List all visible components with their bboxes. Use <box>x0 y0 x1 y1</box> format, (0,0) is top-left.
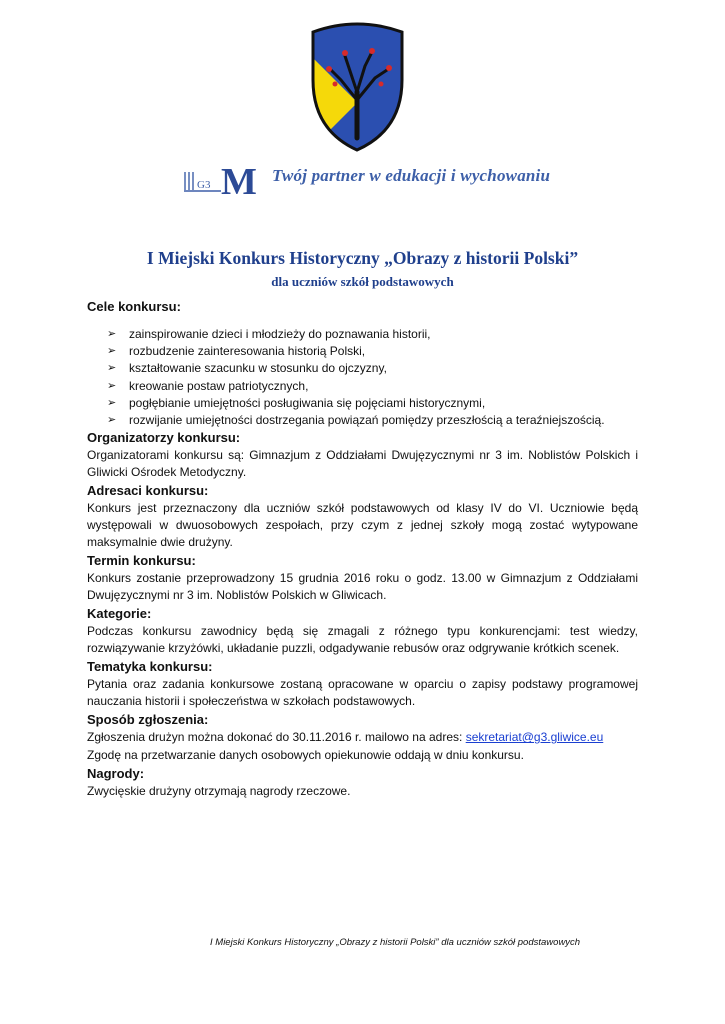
arrow-bullet-icon: ➢ <box>107 414 117 427</box>
arrow-bullet-icon: ➢ <box>107 328 117 340</box>
organizers-text: Organizatorami konkursu są: Gimnazjum z Oddziałami Dwujęzycznymi nr 3 im. Noblistów Polskich i Gliwicki Ośrodek Metodyczny. <box>87 448 638 480</box>
list-item: ➢ rozbudzenie zainteresowania historią Polski, <box>107 343 638 360</box>
gom-logo <box>183 158 263 198</box>
categories-text: Podczas konkursu zawodnicy będą się zmagali z różnego typu konkurencjami: test wiedzy, rozwiązywanie krzyżówki, układanie puzzli, odgadywanie rebusów oraz odgrywanie krótkich scenek. <box>87 624 638 656</box>
svg-text:M: M <box>221 161 257 198</box>
organizers-heading: Organizatorzy konkursu: <box>87 430 241 446</box>
topics-text: Pytania oraz zadania konkursowe zostaną opracowane w oparciu o zapisy podstawy programowej nauczania historii i społeczeństwa w szkołach podstawowych. <box>87 677 638 709</box>
registration-heading: Sposób zgłoszenia: <box>87 712 209 728</box>
arrow-bullet-icon: ➢ <box>107 362 117 375</box>
page-footer: I Miejski Konkurs Historyczny „Obrazy z historii Polski” dla uczniów szkół podstawowych <box>210 937 581 948</box>
audience-text: Konkurs jest przeznaczony dla uczniów szkół podstawowych od klasy IV do VI. Uczniowie będą występowali w dwuosobowych zespołach, przy czym z jednej szkoły mogą zostać wytypowane maksymalnie dwie drużyny. <box>87 501 638 550</box>
document-title: I Miejski Konkurs Historyczny „Obrazy z historii Polski” <box>146 248 579 268</box>
list-item: ➢ pogłębianie umiejętności posługiwania się pojęciami historycznymi, <box>107 395 638 412</box>
date-text: Konkurs zostanie przeprowadzony 15 grudnia 2016 roku o godz. 13.00 w Gimnazjum z Oddziałami Dwujęzycznymi nr 3 im. Noblistów Polskich w Gliwicach. <box>87 571 638 603</box>
list-item: ➢ zainspirowanie dzieci i młodzieży do poznawania historii, <box>107 326 638 343</box>
arrow-bullet-icon: ➢ <box>107 379 117 392</box>
arrow-bullet-icon: ➢ <box>107 396 117 409</box>
list-item: ➢ rozwijanie umiejętności dostrzegania powiązań pomiędzy przeszłością a teraźniejszością. <box>107 412 638 429</box>
arrow-bullet-icon: ➢ <box>107 345 117 358</box>
registration-text: Zgłoszenia drużyn można dokonać do 30.11.2016 r. mailowo na adres: sekretariat@g3.gliwice.eu <box>87 730 604 745</box>
email-link[interactable]: sekretariat@g3.gliwice.eu <box>465 730 604 745</box>
tagline: Twój partner w edukacji i wychowaniu <box>272 166 551 185</box>
topics-heading: Tematyka konkursu: <box>87 659 213 675</box>
document-body <box>87 298 638 801</box>
prizes-text: Zwycięskie drużyny otrzymają nagrody rzeczowe. <box>87 784 351 799</box>
date-heading: Termin konkursu: <box>87 553 196 569</box>
prizes-heading: Nagrody: <box>87 766 145 782</box>
goals-heading: Cele konkursu: <box>87 299 181 314</box>
list-item: ➢ kreowanie postaw patriotycznych, <box>107 378 638 395</box>
goals-list <box>87 326 638 429</box>
svg-text:G3: G3 <box>197 179 211 191</box>
document-subtitle: dla uczniów szkół podstawowych <box>271 274 454 289</box>
list-item: ➢ kształtowanie szacunku w stosunku do ojczyzny, <box>107 360 638 377</box>
school-crest-logo <box>305 20 410 155</box>
registration-consent-text: Zgodę na przetwarzanie danych osobowych opiekunowie oddają w dniu konkursu. <box>87 748 524 763</box>
audience-heading: Adresaci konkursu: <box>87 483 209 499</box>
categories-heading: Kategorie: <box>87 606 152 622</box>
